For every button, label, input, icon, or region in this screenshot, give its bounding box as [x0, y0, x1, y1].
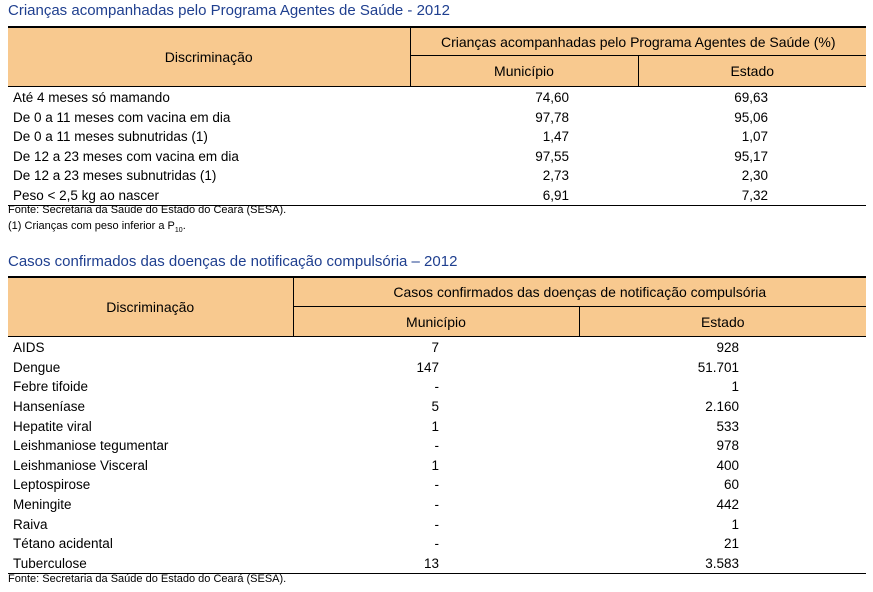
table2-row-label: Tuberculose: [8, 554, 293, 574]
table2-row: [8, 514, 866, 534]
table1-row-municipio: 6,91: [410, 186, 638, 206]
table2-row: [8, 337, 866, 358]
table1-source: Fonte: Secretaria da Saúde do Estado do Ceará (SESA).: [8, 204, 287, 216]
table2-row-estado: 2.160: [705, 399, 740, 415]
table2-row-municipio: 13: [293, 554, 579, 574]
table1-row: [8, 186, 866, 206]
table2-notifiable-diseases: [8, 276, 866, 574]
table1-footnote: [8, 220, 186, 234]
table2-row-label: Leishmaniose tegumentar: [13, 438, 169, 454]
table1-row-municipio: 97,55: [535, 148, 569, 164]
table2-row-municipio: 1: [431, 418, 439, 434]
table2-row: [8, 495, 866, 515]
table2-header-municipio: Município: [293, 307, 579, 337]
table2-row-municipio: -: [434, 379, 439, 395]
table2-row-label: Tétano acidental: [13, 536, 113, 552]
table2-row: [8, 358, 866, 378]
table2-row-estado: 928: [716, 340, 740, 356]
table2-row-estado: 400: [716, 457, 740, 473]
table1-row: [8, 87, 866, 108]
table1-row-estado: 7,32: [638, 186, 866, 206]
table2-row-label: Hanseníase: [13, 399, 86, 415]
table2-row-label: Febre tifoide: [13, 379, 89, 395]
table1-row: [8, 108, 866, 128]
table2-row: [8, 456, 866, 476]
table1-row-municipio: 97,78: [535, 109, 569, 125]
table1-row: [8, 147, 866, 167]
table2-row-estado: 1: [731, 379, 740, 395]
table1-row-label: Até 4 meses só mamando: [13, 90, 170, 106]
table2-row-estado: 60: [723, 477, 740, 493]
table1-header-disc: Discriminação: [8, 27, 410, 87]
table2-header-group: Casos confirmados das doenças de notificação compulsória: [293, 277, 866, 307]
table2-header-estado: Estado: [579, 307, 866, 337]
table2-row-municipio: -: [434, 477, 439, 493]
table1-header-group: Crianças acompanhadas pelo Programa Agentes de Saúde (%): [410, 27, 866, 56]
table2-row-estado: 51.701: [697, 359, 740, 375]
table1-row-label: Peso < 2,5 kg ao nascer: [8, 186, 410, 206]
table2-row-estado: 978: [716, 438, 740, 454]
table1-header-row: [8, 27, 866, 56]
table2-row: [8, 377, 866, 397]
table2-row-label: AIDS: [13, 340, 45, 356]
table1-row: [8, 166, 866, 186]
table1-footnote-text: (1) Crianças com peso inferior a P: [8, 220, 175, 232]
table2-row-municipio: 1: [431, 457, 439, 473]
table2-row: [8, 397, 866, 417]
table1-row-estado: 95,17: [734, 148, 769, 164]
table2-source: Fonte: Secretaria da Saúde do Estado do Ceará (SESA).: [8, 573, 287, 585]
table1-row-label: De 12 a 23 meses subnutridas (1): [13, 168, 217, 184]
table2-row-label: Dengue: [13, 359, 61, 375]
table2-row: [8, 436, 866, 456]
table2-row-municipio: -: [434, 516, 439, 532]
table2-row: [8, 534, 866, 554]
table2-row-municipio: -: [434, 438, 439, 454]
table2-row-estado: 533: [716, 418, 740, 434]
table2-row-estado: 1: [731, 516, 740, 532]
table2-title: Casos confirmados das doenças de notificação compulsória – 2012: [8, 253, 458, 270]
table2-row-municipio: -: [434, 497, 439, 513]
table1-title: Crianças acompanhadas pelo Programa Agentes de Saúde - 2012: [8, 2, 450, 19]
table2-row: [8, 475, 866, 495]
table2-row-municipio: 5: [431, 399, 439, 415]
table1-row-estado: 1,07: [741, 129, 769, 145]
table2-row: [8, 416, 866, 436]
table2-row-label: Leishmaniose Visceral: [13, 457, 148, 473]
table1-row: [8, 127, 866, 147]
table2-row-label: Raiva: [13, 516, 48, 532]
table1-header-municipio: Município: [410, 56, 638, 87]
table1-footnote-end: .: [182, 220, 186, 232]
table2-row-municipio: -: [434, 536, 439, 552]
table2-row: [8, 554, 866, 574]
table2-row-label: Leptospirose: [13, 477, 91, 493]
table1-row-municipio: 2,73: [542, 168, 569, 184]
table2-row-label: Meningite: [13, 497, 72, 513]
table2-header-disc: Discriminação: [8, 277, 293, 337]
table2-row-label: Hepatite viral: [13, 418, 92, 434]
table2-row-estado: 21: [723, 536, 740, 552]
table1-row-label: De 0 a 11 meses com vacina em dia: [13, 109, 231, 125]
table2-row-municipio: 147: [416, 359, 439, 375]
table1-children-health: [8, 26, 866, 206]
table1-row-label: De 12 a 23 meses com vacina em dia: [13, 148, 239, 164]
table2-header-row: [8, 277, 866, 307]
table2-row-municipio: 7: [431, 340, 439, 356]
table1-row-municipio: 1,47: [542, 129, 569, 145]
table1-row-estado: 95,06: [734, 109, 769, 125]
table1-row-label: De 0 a 11 meses subnutridas (1): [13, 129, 208, 145]
table2-row-estado: 3.583: [579, 554, 866, 574]
table1-row-municipio: 74,60: [535, 90, 569, 106]
table1-footnote-sub: 10: [174, 227, 183, 235]
table2-row-estado: 442: [716, 497, 740, 513]
table1-header-estado: Estado: [638, 56, 866, 87]
table1-row-estado: 2,30: [741, 168, 769, 184]
table1-row-estado: 69,63: [734, 90, 769, 106]
